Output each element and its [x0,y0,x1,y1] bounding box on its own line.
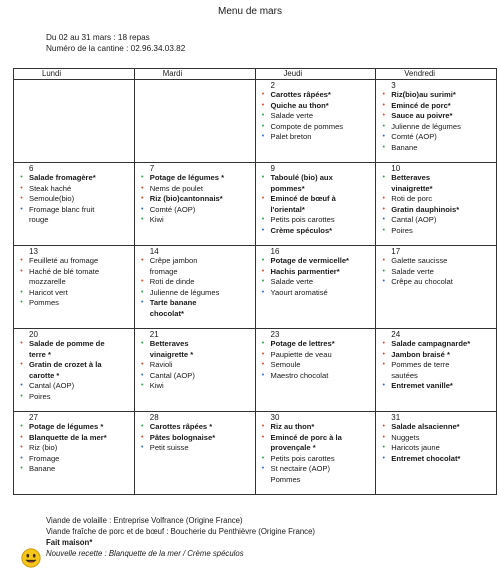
dishes [29,329,134,403]
dish-item: Riz(bio)au surimi* [391,90,456,99]
category-dot-icon: • [382,454,385,462]
category-dot-icon: • [382,195,385,203]
category-marks [135,412,150,454]
day-cell [134,246,255,329]
category-dot-icon: • [141,382,144,390]
dishes [271,412,376,486]
day-cell-content [256,246,376,298]
category-marks [256,80,271,143]
dish-item: Haché de blé tomate [29,266,100,276]
day-cell-content [376,80,496,154]
meat-note: Viande fraîche de porc et de bœuf : Boucherie du Penthièvre (Origine France) [46,527,315,536]
category-dot-icon [135,267,150,278]
category-dot-icon: • [261,226,265,234]
dish-item: mozzarelle [29,277,66,287]
category-dot-icon: • [20,454,23,462]
category-dot-icon: • [382,444,385,452]
week-row [14,246,497,329]
dish-item: Poires [391,225,413,235]
dish-item: Quiche au thon* [270,100,329,110]
category-dot-icon: • [261,278,265,286]
dishes [150,246,255,320]
dish-item: Nems de poulet [149,183,203,193]
dish-item: Pâtes bolognaise* [149,432,216,442]
dish-item: Emincé de porc* [391,100,451,110]
day-number: 23 [270,330,280,339]
day-cell [134,412,255,495]
dish-item: Feuilleté au fromage [29,256,99,265]
day-cell-content [376,329,496,392]
dish-item: Potage de vermicelle* [270,256,350,265]
dish-item: Gratin dauphinois* [391,204,460,214]
category-dot-icon: • [382,112,385,120]
day-number: 3 [391,81,396,90]
dish-item: Cantal (AOP) [391,215,437,225]
dish-item: Riz (bio)cantonnais* [149,194,223,204]
day-cell [14,412,135,495]
dish-item: Entremet chocolat* [391,453,461,463]
category-dot-icon: • [20,174,23,181]
day-number: 21 [149,330,159,339]
day-cell [376,412,497,495]
category-dot-icon: • [382,361,385,369]
dishes [271,163,376,237]
day-cell-content [256,412,376,486]
category-dot-icon: • [141,371,144,379]
dish-item: Tarte banane chocolat* [149,298,197,318]
dish-item: Gratin de crozet à la carotte * [29,360,102,380]
day-cell-content [14,329,134,403]
day-number: 14 [149,247,159,256]
dishes [29,412,134,475]
category-dot-icon: • [261,288,265,296]
day-header-vendredi: Vendredi [376,69,497,80]
category-dot-icon: • [141,299,144,307]
day-cell-content [135,163,255,226]
category-marks [376,329,391,392]
dish-item: Banane [391,142,418,152]
dish-item: Riz (bio) [29,443,58,453]
day-header-jeudi: Jeudi [255,69,376,80]
poultry-note: Viande de volaille : Entreprise Volfrance (Origine France) [46,516,243,525]
dish-item: Roti de dinde [149,277,195,287]
category-marks [135,163,150,226]
category-dot-icon: • [141,216,144,224]
week-row [14,80,497,163]
day-cell [255,80,376,163]
dish-item: St nectaire (AOP) [270,464,331,474]
category-marks [14,163,29,226]
dishes [29,163,134,226]
dish-item: Entremet vanille* [391,381,453,391]
dish-item: Potage de lettres* [270,339,335,348]
homemade-note: Fait maison* [46,538,93,547]
category-dot-icon: • [261,257,265,264]
dish-item: Fromage [29,453,60,463]
dish-item: Emincé de porc à la provençale * [270,432,342,453]
day-cell [14,329,135,412]
dish-item: Fromage blanc fruit rouge [29,204,95,225]
week-row [14,329,497,412]
day-number: 9 [270,164,275,173]
dish-item: Carottes râpées* [270,90,331,99]
day-cell-content [376,163,496,237]
dish-item: Pommes de terre sautées [391,360,450,380]
day-cell-content [14,412,134,475]
day-cell [14,80,135,163]
dish-item: Paupiette de veau [270,349,332,359]
dish-item: Pommes [29,298,59,308]
category-dot-icon: • [382,91,385,98]
category-dot-icon: • [261,112,265,120]
dish-item: Jambon braisé * [391,349,450,359]
day-cell [134,329,255,412]
day-number: 30 [270,413,280,422]
category-dot-icon [135,350,150,361]
dish-item: Hachis parmentier* [270,266,340,276]
canteen-phone: Numéro de la cantine : 02.96.34.03.82 [46,44,186,53]
category-dot-icon: • [20,465,23,473]
category-marks [14,246,29,309]
category-dot-icon: • [261,433,265,441]
category-dot-icon: • [141,340,144,347]
dish-item: Compote de pommes [270,121,344,131]
category-dot-icon [14,350,29,361]
category-dot-icon [135,309,150,320]
category-marks [256,163,271,237]
week-row [14,412,497,495]
dish-item: Banane [29,464,56,474]
category-dot-icon: • [261,350,265,358]
dish-item: Emincé de bœuf à l'oriental* [270,194,336,214]
day-cell [376,163,497,246]
category-dot-icon: • [382,133,385,141]
category-dot-icon: • [382,433,385,441]
category-marks [256,412,271,486]
category-dot-icon: • [141,195,144,203]
category-dot-icon: • [261,361,265,369]
dish-item: Petits pois carottes [270,453,335,463]
dish-item: Kiwi [149,381,164,391]
dish-item: Palet breton [270,132,312,142]
day-cell [376,329,497,412]
dish-item: Petits pois carottes [270,215,335,225]
day-cell [134,163,255,246]
dish-item: Taboulé (bio) aux pommes* [270,173,333,193]
category-dot-icon: • [141,433,144,441]
day-number: 17 [391,247,401,256]
category-dot-icon [256,205,271,216]
day-cell-content [14,246,134,309]
category-marks [256,329,271,381]
category-dot-icon: • [261,465,265,473]
day-cell [255,329,376,412]
category-marks [256,246,271,298]
category-dot-icon: • [20,444,23,452]
dish-item: Maestro chocolat [270,370,329,380]
category-dot-icon: • [20,257,23,264]
category-dot-icon [376,184,391,195]
dish-item: Crème spéculos* [270,225,333,235]
dishes [150,163,255,226]
day-cell-content [256,329,376,381]
category-dot-icon [256,184,271,195]
dish-item: Nuggets [391,432,420,442]
category-dot-icon: • [20,267,23,275]
dish-item: Comté (AOP) [149,204,196,214]
day-cell-content [256,80,376,143]
category-marks [376,163,391,237]
category-dot-icon: • [382,101,385,109]
category-dot-icon: • [261,371,265,379]
category-dot-icon: • [141,444,144,452]
category-marks [376,80,391,154]
dishes [29,246,134,309]
day-number: 28 [149,413,159,422]
category-dot-icon: • [261,195,265,203]
day-cell-content [135,412,255,454]
category-dot-icon: • [261,267,265,275]
category-dot-icon: • [382,340,385,347]
category-marks [376,246,391,288]
category-marks [376,412,391,464]
category-dot-icon [14,277,29,288]
dish-item: Cantal (AOP) [149,370,195,380]
dishes [391,412,496,464]
dish-item: Salade alsacienne* [391,422,460,431]
dish-item: Potage de légumes * [29,422,104,431]
category-dot-icon: • [261,101,265,109]
footer-notes [46,515,315,559]
category-dot-icon: • [20,299,23,307]
category-dot-icon: • [20,340,23,347]
day-cell [376,80,497,163]
category-dot-icon [256,443,271,454]
new-recipe-note: Nouvelle recette : Blanquette de la mer / Crème spéculos [46,549,244,558]
dish-item: Pommes [270,474,301,484]
category-dot-icon: • [141,361,144,369]
category-dot-icon: • [141,257,144,264]
dish-item: Salade verte [391,266,434,276]
dishes [150,329,255,392]
category-dot-icon: • [261,340,265,347]
dish-item: Salade verte [270,277,314,287]
category-dot-icon: • [382,122,385,130]
category-dot-icon: • [20,195,23,203]
category-dot-icon: • [141,288,144,296]
category-marks [14,329,29,403]
dish-item: Ravioli [149,360,173,370]
day-number: 2 [270,81,275,90]
menu-table [13,68,497,495]
category-marks [14,412,29,475]
day-number: 6 [29,164,34,173]
dish-item: Semoule [270,360,301,370]
day-cell-content [376,246,496,288]
category-dot-icon: • [20,361,23,369]
dish-item: Crêpe jambon [149,256,198,265]
dishes [391,329,496,392]
dish-item: Salade verte [270,111,314,121]
day-cell [255,412,376,495]
dish-item: Semoule(bio) [29,194,75,204]
day-cell [255,163,376,246]
dish-item: Cantal (AOP) [29,381,75,391]
category-dot-icon: • [382,205,385,213]
dish-item: Riz au thon* [270,422,315,431]
category-dot-icon: • [20,205,23,213]
category-dot-icon: • [261,91,265,98]
day-cell [376,246,497,329]
week-row [14,163,497,246]
day-cell-content [135,246,255,320]
dish-item: Crêpe au chocolat [391,277,453,287]
day-cell-content [135,329,255,392]
category-marks [135,246,150,320]
dish-item: Betteraves vinaigrette * [149,339,194,359]
category-dot-icon: • [382,350,385,358]
dish-item: Potage de légumes * [149,173,225,182]
dish-item: Julienne de légumes [391,121,461,131]
period-text: Du 02 au 31 mars : 18 repas [46,33,150,42]
category-dot-icon: • [20,288,23,296]
category-dot-icon: • [382,216,385,224]
category-dot-icon: • [382,257,385,264]
dish-item: Roti de porc [391,194,433,204]
dishes [271,246,376,298]
category-dot-icon [376,371,391,382]
dish-item: Yaourt aromatisé [270,287,328,297]
dishes [271,329,376,381]
category-dot-icon: • [261,122,265,130]
days-header-row [14,69,497,80]
menu-body [14,80,497,495]
category-dot-icon: • [382,174,385,181]
dishes [150,412,255,454]
dish-item: Blanquette de la mer* [29,432,107,442]
category-dot-icon: • [261,133,265,141]
dish-item: Julienne de légumes [149,287,220,297]
dish-item: Comté (AOP) [391,132,437,142]
dish-item: Galette saucisse [391,256,448,265]
day-number: 27 [29,413,38,422]
category-dot-icon: • [261,174,265,181]
category-dot-icon: • [382,143,385,151]
dish-item: Kiwi [149,215,164,225]
dish-item: Steak haché [29,183,72,193]
dishes [391,80,496,154]
category-dot-icon: • [382,423,385,430]
dish-item: fromage [149,266,178,276]
dish-item: Salade fromagère* [29,173,96,182]
category-dot-icon [14,371,29,382]
dish-item: Salade campagnarde* [391,339,471,348]
day-number: 13 [29,247,38,256]
day-number: 20 [29,330,38,339]
category-dot-icon: • [141,174,144,181]
dish-item: Carottes râpées * [149,422,213,431]
day-cell [14,246,135,329]
category-dot-icon [14,215,29,226]
page-title: Menu de mars [218,6,282,17]
day-cell-content [376,412,496,464]
category-dot-icon: • [141,205,144,213]
category-dot-icon: • [20,392,23,400]
day-cell [255,246,376,329]
dish-item: Salade de pomme de terre * [29,339,105,359]
day-number: 7 [149,164,155,173]
day-cell-content [256,163,376,237]
category-dot-icon: • [20,382,23,390]
category-dot-icon: • [261,454,265,462]
category-dot-icon: • [382,278,385,286]
day-number: 24 [391,330,401,339]
day-number: 10 [391,164,401,173]
category-dot-icon [256,475,271,486]
category-dot-icon: • [261,216,265,224]
day-header-lundi: Lundi [14,69,135,80]
category-dot-icon: • [382,226,385,234]
smiley-icon [20,547,42,569]
category-dot-icon: • [261,423,265,430]
dish-item: Haricot vert [29,287,68,297]
dishes [391,163,496,237]
dish-item: Petit suisse [149,443,189,453]
category-dot-icon: • [20,423,23,430]
day-header-mardi: Mardi [134,69,255,80]
category-dot-icon: • [382,382,385,390]
category-dot-icon: • [382,267,385,275]
category-dot-icon: • [20,184,23,192]
dishes [271,80,376,143]
day-cell-content [14,163,134,226]
category-dot-icon: • [141,184,144,192]
dish-item: Betteraves vinaigrette* [391,173,433,193]
day-cell [14,163,135,246]
dish-item: Sauce au poivre* [391,111,453,121]
dish-item: Poires [29,391,51,401]
category-dot-icon: • [141,278,144,286]
dishes [391,246,496,288]
day-number: 31 [391,413,401,422]
category-marks [135,329,150,392]
category-dot-icon: • [20,433,23,441]
category-dot-icon: • [141,423,144,430]
period-info [46,32,185,54]
day-number: 16 [270,247,280,256]
dish-item: Haricots jaune [391,443,440,453]
day-cell [134,80,255,163]
